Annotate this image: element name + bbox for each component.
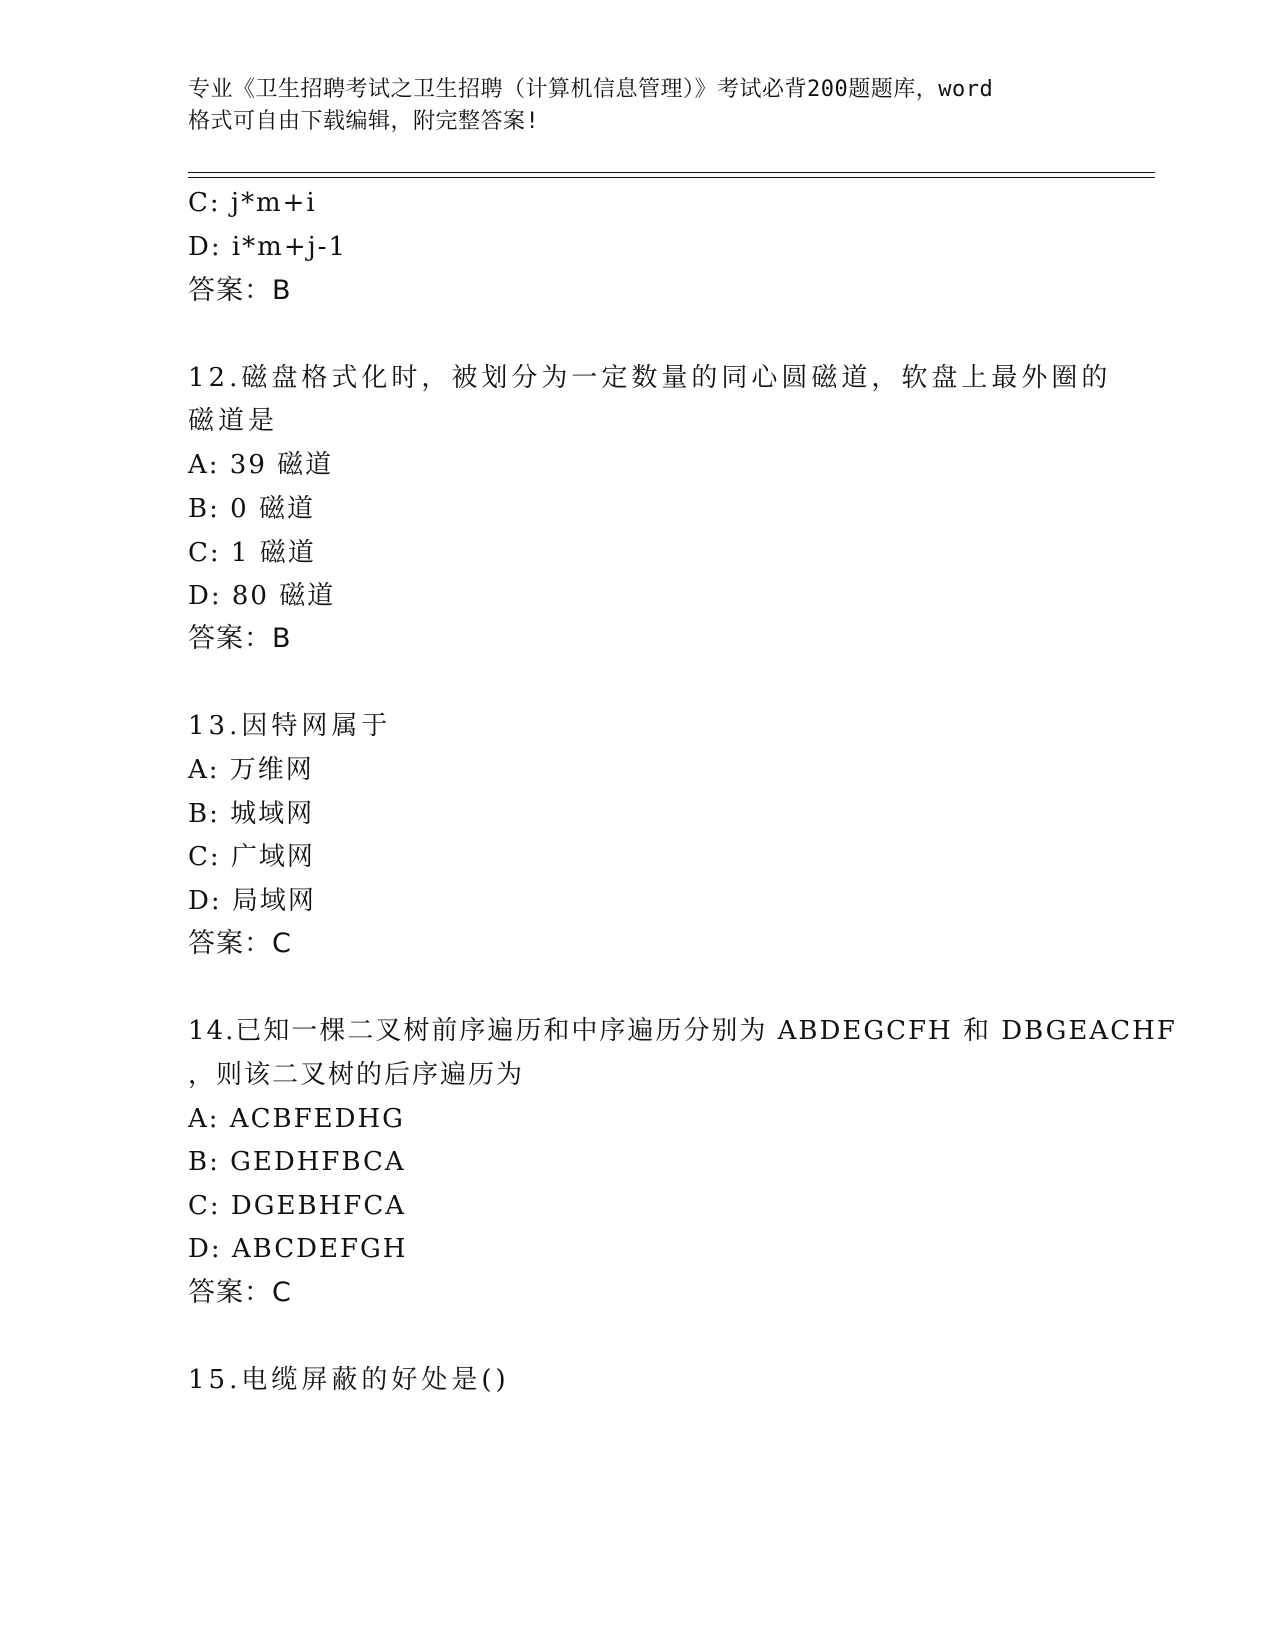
option-a: A: 39 磁道 <box>188 450 334 480</box>
document-title <box>188 74 1088 138</box>
option-d: D: 局域网 <box>188 886 316 916</box>
header-rule-top <box>188 172 1155 173</box>
question-stem-continued: 磁道是 <box>188 406 279 436</box>
title-line-2: 格式可自由下载编辑，附完整答案! <box>188 109 540 134</box>
option-b: B: GEDHFBCA <box>188 1147 406 1177</box>
option-c: C: 1 磁道 <box>188 538 316 568</box>
option-c: C: j*m+i <box>188 188 317 218</box>
option-b: B: 0 磁道 <box>188 494 315 524</box>
header-rule-bottom <box>188 177 1155 178</box>
answer-label: 答案：B <box>188 275 292 306</box>
option-c: C: 广域网 <box>188 842 315 872</box>
question-stem: 15.电缆屏蔽的好处是() <box>188 1365 510 1395</box>
option-a: A: 万维网 <box>188 755 314 785</box>
option-c: C: DGEBHFCA <box>188 1191 407 1221</box>
question-stem: 14.已知一棵二叉树前序遍历和中序遍历分别为 ABDEGCFH 和 DBGEACHF <box>188 1016 1177 1046</box>
question-stem-continued: ，则该二叉树的后序遍历为 <box>188 1060 525 1090</box>
option-d: D: 80 磁道 <box>188 581 336 611</box>
answer-label: 答案：B <box>188 623 292 654</box>
option-b: B: 城域网 <box>188 799 315 829</box>
question-stem: 12.磁盘格式化时，被划分为一定数量的同心圆磁道，软盘上最外圈的 <box>188 363 1112 393</box>
question-stem: 13.因特网属于 <box>188 711 392 741</box>
answer-label: 答案：C <box>188 1277 292 1308</box>
option-a: A: ACBFEDHG <box>188 1104 405 1134</box>
title-line-1: 专业《卫生招聘考试之卫生招聘（计算机信息管理）》考试必背200题题库，word <box>188 77 994 102</box>
answer-label: 答案：C <box>188 928 292 959</box>
option-d: D: i*m+j-1 <box>188 232 348 262</box>
option-d: D: ABCDEFGH <box>188 1234 408 1264</box>
